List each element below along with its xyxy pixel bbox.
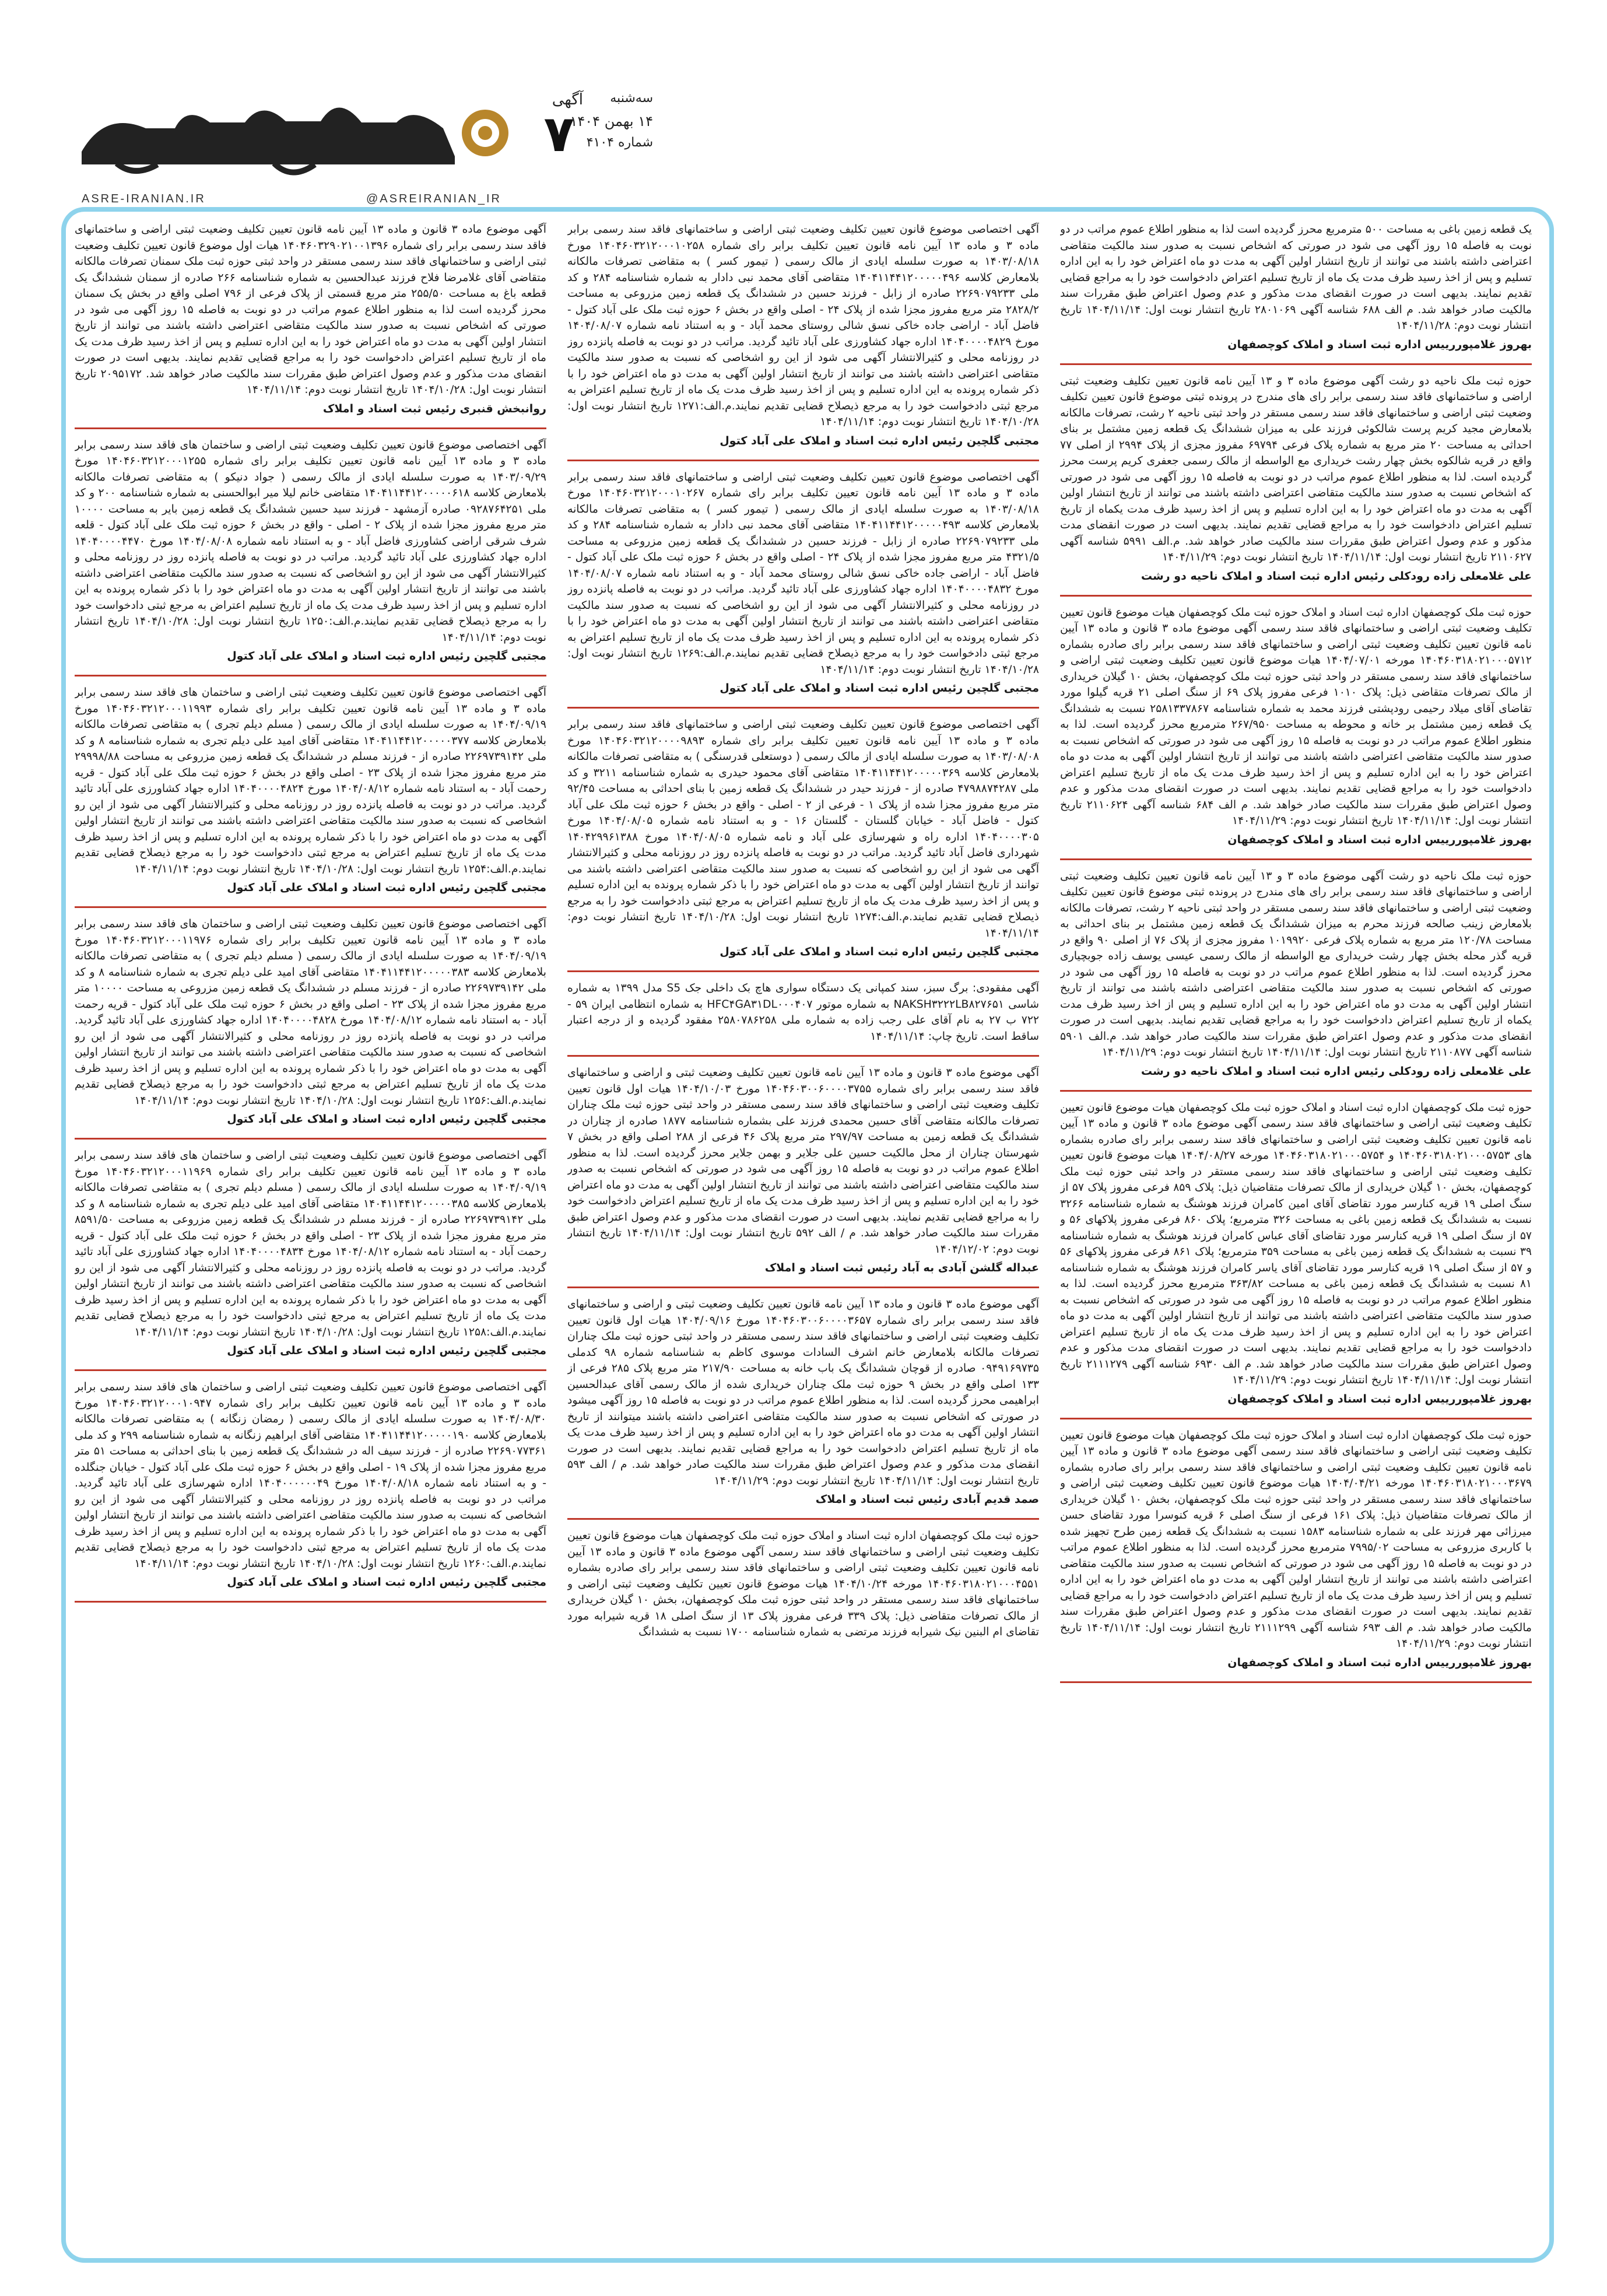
page-number: ۷ [543, 105, 574, 163]
notice-divider [567, 1287, 1039, 1288]
notice-signature: بهروز غلامپوررییس اداره ثبت اسناد و املاک کوچصفهان [1227, 338, 1532, 351]
issue-info [536, 87, 653, 187]
column-left [1060, 222, 1532, 2251]
notice [567, 469, 1039, 697]
notice-body: آگهی موضوع ماده ۳ قانون و ماده ۱۳ آیین نامه قانون تعیین تکلیف وضعیت ثبتی و اراضی و ساختمانهای فاقد سند رسمی برابر رای شماره ۱۴۰۴۶۰۳۰۰۶۰۰۰۰۳۶۵۷ مورخ ۱۴۰۴/۰۹/۱۶ هیات اول قانون تعیین تکلیف وضعیت ثبتی اراضی و ساختمانهای فاقد سند رسمی مستقر در واحد ثبتی حوزه ثبت ملک چناران تصرفات مالکانه بلامعارض خانم اشرف السادات موسوی کاظم به شناسنامه شماره ۹۸ کدملی ۰۹۴۹۱۶۹۷۳۵ صادره از قوچان ششدانگ یک باب خانه به مساحت ۲۱۷/۹۰ متر مربع پلاک ۲۸۵ فرعی از ۱۳۳ اصلی واقع در بخش ۹ حوزه ثبت ملک چناران خریداری شده از مالک رسمی آقای عبدالحسین ابراهیمی محرز گردیده است. لذا به منظور اطلاع عموم مراتب در دو نوبت به فاصله ۱۵ روز آگهی میشود در صورتی که اشخاص نسبت به صدور سند مالکیت متقاضی اعتراضی داشته باشند میتوانند از تاریخ انتشار اولین آگهی به مدت دو ماه اعتراض خود را به این اداره تسلیم و پس از اخذ رسید ظرف مدت یک ماه از تاریخ تسلیم اعتراض دادخواست خود را به مراجع قضایی تقدیم نمایند. بدیهی است در صورت انقضای مدت مذکور و عدم وصول اعتراض طبق مقررات سند مالکیت صادر خواهد شد. م / الف ۵۹۳ تاریخ انتشار نوبت اول: ۱۴۰۴/۱۱/۱۴ تاریخ انتشار نوبت دوم: ۱۴۰۴/۱۱/۲۹ [567, 1298, 1039, 1487]
social-handle[interactable]: @ASREIRANIAN_IR [366, 192, 501, 205]
notice-columns [75, 222, 1532, 2251]
notice-body: حوزه ثبت ملک ناحیه دو رشت آگهی موضوع ماده ۳ و ۱۳ آیین نامه قانون تعیین تکلیف وضعیت ثبتی اراضی و ساختمانهای فاقد سند رسمی برابر رای های مندرج در پرونده ثبتی موضوع قانون تعیین تکلیف وضعیت ثبتی اراضی و ساختمانهای فاقد سند رسمی مستقر در واحد ثبتی ناحیه ۲ رشت، تصرفات مالکانه بلامعارض زینب صالحه فرزند محرم به میزان ششدانگ یک قطعه زمین مشتمل بر بنای احداثی به مساحت ۱۲۰/۷۸ متر مربع به شماره پلاک فرعی ۱۰۱۹۹۲۰ مفروز مجزی از پلاک ۷۶ از اصلی ۹۰ واقع در قریه گذر محله بخش چهار رشت خریداری مع الواسطه از مالک رسمی عیسی یوسف زاده جوبچیاری محرز گردیده است. لذا به منظور اطلاع عموم مراتب در دو نوبت به فاصله ۱۵ روز آگهی می شود در صورتی که اشخاص نسبت به صدور سند مالکیت متقاضی اعتراضی داشته باشند می توانند از تاریخ انتشار اولین آگهی به مدت دو ماه اعتراض خود را به این اداره تسلیم و پس از اخذ رسید ظرف مدت یکماه از تاریخ تسلیم اعتراض دادخواست خود را به مراجع قضایی تقدیم نمایند. بدیهی است در صورت انقضای مدت مذکور و عدم وصول اعتراض طبق مقررات سند مالکیت صادر خواهد شد. م.الف ۵۹۰۱ شناسه آگهی ۲۱۱۰۸۷۷ تاریخ انتشار نوبت اول: ۱۴۰۴/۱۱/۱۴ تاریخ انتشار نوبت دوم: ۱۴۰۴/۱۱/۲۹ [1060, 870, 1532, 1058]
notice [567, 1528, 1039, 1640]
notice-body: حوزه ثبت ملک کوچصفهان اداره ثبت اسناد و املاک حوزه ثبت ملک کوچصفهان هیات موضوع قانون تعیین تکلیف وضعیت ثبتی اراضی و ساختمانهای فاقد سند رسمی آگهی موضوع ماده ۳ قانون و ماده ۱۳ آیین نامه قانون تعیین تکلیف وضعیت ثبتی اراضی و ساختمانهای فاقد سند رسمی برابر رای صادره بشماره ۱۴۰۴۶۰۳۱۸۰۲۱۰۰۰۴۵۵۱ مورخه ۱۴۰۴/۱۰/۲۴ هیات موضوع قانون تعیین تکلیف وضعیت ثبتی اراضی و ساختمانهای فاقد سند رسمی مستقر در واحد ثبتی حوزه ثبت ملک کوچصفهان، بخش ۱۰ گیلان خریداری از مالک تصرفات متقاضی ذیل: پلاک ۳۳۹ فرعی مفروز پلاک ۱۳ از سنگ اصلی ۱۸ قریه شیرابه مورد تقاضای ام البنین نیک شیرابه فرزند مرتضی به شماره شناسنامه ۱۷۰۰ نسبت به ششدانگ [567, 1530, 1039, 1638]
newspaper-logo[interactable] [70, 87, 513, 187]
notice-signature: مجتبی گلچین رئیس اداره ثبت اسناد و املاک علی آباد کتول [720, 682, 1039, 695]
notice-body: آگهی موضوع ماده ۳ قانون و ماده ۱۳ آیین نامه قانون تعیین تکلیف وضعیت ثبتی اراضی و ساختمانهای فاقد سند رسمی برابر رای شماره ۱۴۰۴۶۰۳۲۹۰۲۱۰۰۱۳۹۶ هیات اول موضوع قانون تعیین تکلیف وضعیت ثبتی اراضی و ساختمانهای فاقد سند رسمی مستقر در واحد ثبتی حوزه ثبت ملک سمنان تصرفات مالکانه متقاضی آقای غلامرضا فلاح فرزند عبدالحسین به شماره شناسنامه ۲۶۶ صادره از سمنان ششدانگ یک قطعه باغ به مساحت ۲۵۵/۵۰ متر مربع قسمتی از پلاک فرعی از ۷۹۶ اصلی واقع در بخش یک سمنان محرز گردیده است لذا به منظور اطلاع عموم مراتب در دو نوبت به فاصله ۱۵ روز آگهی می شود در صورتی که اشخاص نسبت به صدور سند مالکیت متقاضی اعتراضی داشته باشند می توانند از تاریخ انتشار اولین آگهی به مدت دو ماه اعتراض خود را به این اداره تسلیم و پس از اخذ رسید ظرف مدت یک ماه از تاریخ تسلیم اعتراض دادخواست خود را به مراجع قضایی تقدیم نمایند. بدیهی است در صورت انقضای مدت مذکور و عدم وصول اعتراض طبق مقررات سند مالکیت صادر خواهد شد. ۲۰۹۵۱۷۲ تاریخ انتشار نوبت اول: ۱۴۰۴/۱۰/۲۸ تاریخ انتشار نوبت دوم: ۱۴۰۴/۱۱/۱۴ [75, 223, 546, 396]
notice-body: آگهی اختصاصی موضوع قانون تعیین تکلیف وضعیت ثبتی اراضی و ساختمانهای فاقد سند رسمی برابر ماده ۳ و ماده ۱۳ آیین نامه قانون تعیین تکلیف برابر رای شماره ۱۴۰۴۶۰۳۲۱۲۰۰۰۱۰۲۵۸ مورخ ۱۴۰۳/۰۸/۱۸ به صورت سلسله ایادی از مالک رسمی ( تیمور کسر ) به متقاضی تصرفات مالکانه بلامعارض کلاسه ۱۴۰۴۱۱۴۴۱۲۰۰۰۰۰۴۹۶ متقاضی آقای محمد نبی دادار به شماره شناسنامه ۲۸۴ و کد ملی ۲۲۶۹۰۷۹۲۳۳ صادره از زابل - فرزند حسین در ششدانگ یک قطعه زمین مزروعی به مساحت ۲۸۲۸/۲ متر مربع مفروز مجزا شده از پلاک ۲۴ - اصلی واقع در بخش ۶ حوزه ثبت ملک علی آباد کتول - فاضل آباد - اراضی جاده خاکی نسق شالی روستای محمد آباد - و به استناد نامه شماره ۱۴۰۴/۰۸/۰۷ مورخ ۱۴۰۴۰۰۰۰۴۸۲۹ اداره جهاد کشاورزی علی آباد تائید گردید. مراتب در دو نوبت به فاصله پانزده روز در روزنامه محلی و کثیرالانتشار آگهی می شود از این رو اشخاصی که نسبت به صدور سند مالکیت متقاضی اعتراضی داشته باشند می توانند از تاریخ انتشار اولین آگهی به مدت دو ماه اعتراض خود را با ذکر شماره پرونده به این اداره تسلیم و پس از اخذ رسید ظرف مدت یک ماه از تاریخ تسلیم اعتراض به مرجع ثبتی دادخواست خود را به مرجع ذیصلاح قضایی تقدیم نمایند.م.الف:۱۲۷۱ تاریخ انتشار نوبت اول: ۱۴۰۴/۱۰/۲۸ تاریخ انتشار نوبت دوم: ۱۴۰۴/۱۱/۱۴ [567, 223, 1039, 428]
notice-divider [567, 1518, 1039, 1520]
notice [567, 717, 1039, 960]
notice-body: حوزه ثبت ملک ناحیه دو رشت آگهی موضوع ماده ۳ و ۱۳ آیین نامه قانون تعیین تکلیف وضعیت ثبتی اراضی و ساختمانهای فاقد سند رسمی برابر رای های مندرج در پرونده ثبتی موضوع قانون تعیین تکلیف وضعیت ثبتی اراضی و ساختمانهای فاقد سند رسمی مستقر در واحد ثبتی ناحیه ۲ رشت، تصرفات مالکانه بلامعارض مجید کریم پرست شالکوئی فرزند علی به میزان ششدانگ یک قطعه زمین مشتمل بر بنای احداثی به مساحت ۲۰ متر مربع به شماره پلاک فرعی ۶۹۷۹۴ مفروز مجزی از پلاک ۲۹۹۴ از اصلی ۷۷ واقع در قریه شالکوه بخش چهار رشت خریداری مع الواسطه از مالک رسمی جعفری کریم پرست محرز گردیده است. لذا به منظور اطلاع عموم مراتب در دو نوبت به فاصله ۱۵ روز آگهی می شود در صورتی که اشخاص نسبت به صدور سند مالکیت متقاضی اعتراضی داشته باشند می توانند از تاریخ انتشار اولین آگهی به مدت دو ماه اعتراض خود را به این اداره تسلیم و پس از اخذ رسید ظرف مدت یکماه از تاریخ تسلیم اعتراض دادخواست خود را به مراجع قضایی تقدیم نمایند. بدیهی است در صورت انقضای مدت مذکور و عدم وصول اعتراض طبق مقررات سند مالکیت صادر خواهد شد. م.الف ۵۹۹۱ شناسه آگهی ۲۱۱۰۶۲۷ تاریخ انتشار نوبت اول: ۱۴۰۴/۱۱/۱۴ تاریخ انتشار نوبت دوم: ۱۴۰۴/۱۱/۲۹ [1060, 374, 1532, 563]
issue-number: شماره ۴۱۰۴ [586, 135, 653, 150]
notice-divider [567, 970, 1039, 972]
notice-signature: بهروز غلامپوررییس اداره ثبت اسناد و املاک کوچصفهان [1227, 1392, 1532, 1405]
notice-divider [1060, 1418, 1532, 1419]
notice-body: آگهی مفقودی: برگ سبز، سند کمپانی یک دستگاه سواری هاچ بک داخلی جک S5 مدل ۱۳۹۹ به شماره شاسی NAKSH۳۲۲۲LB۸۲۷۶۵۱ به شماره موتور HFC۴GA۳۱DL۰۰۰۴۰۷ به شماره انتظامی ایران ۵۹ - ۷۲۲ ب ۲۷ به نام آقای علی رجب زاده به شماره ملی ۲۵۸۰۷۸۶۲۵۸ مفقود گردیده و از درجه اعتبار ساقط است. تاریخ چاپ: ۱۴۰۴/۱۱/۱۴ [567, 982, 1039, 1043]
notice-divider [1060, 595, 1532, 597]
notice-body: یک قطعه زمین باغی به مساحت ۵۰۰ مترمربع محرز گردیده است لذا به منظور اطلاع عموم مراتب در دو نوبت به فاصله ۱۵ روز آگهی می شود در صورتی که اشخاص نسبت به صدور سند مالکیت متقاضی اعتراضی داشته باشند می توانند از تاریخ انتشار اولین آگهی به مدت دو ماه اعتراض خود را به این اداره تسلیم و پس از اخذ رسید ظرف مدت یک ماه از تاریخ تسلیم اعتراض دادخواست خود را به مراجع قضایی تقدیم نمایند. بدیهی است در صورت انقضای مدت مذکور و عدم وصول اعتراض طبق مقررات سند مالکیت صادر خواهد شد. م الف ۶۸۸ شناسه آگهی ۲۸۰۱۰۶۹ تاریخ انتشار نوبت اول: ۱۴۰۴/۱۱/۱۴ تاریخ انتشار نوبت دوم: ۱۴۰۴/۱۱/۲۸ [1060, 223, 1532, 332]
notice-divider [75, 1601, 546, 1603]
issue-day: سه‌شنبه [610, 91, 653, 106]
notice [567, 1065, 1039, 1276]
notice-body: آگهی اختصاصی موضوع قانون تعیین تکلیف وضعیت ثبتی اراضی و ساختمان های فاقد سند رسمی برابر ماده ۳ و ماده ۱۳ آیین نامه قانون تعیین تکلیف برابر رای شماره ۱۴۰۴۶۰۳۲۱۲۰۰۰۱۲۵۵ مورخ ۱۴۰۳/۰۹/۲۹ به صورت سلسله ایادی از مالک رسمی ( جواد دنیکو ) به متقاضی تصرفات مالکانه بلامعارض کلاسه ۱۴۰۴۱۱۴۴۱۲۰۰۰۰۰۶۱۸ متقاضی خانم لیلا میر ابوالحسنی به شماره شناسنامه ۲۰۰ و کد ملی ۰۹۲۸۷۶۴۲۵۱ صادره آزمشهد - فرزند سید حسین ششدانگ یک قطعه زمین بایر به مساحت ۱۰۰۰۰ متر مربع مفروز مجزا شده از پلاک ۲ - اصلی - واقع در بخش ۶ حوزه ثبت ملک علی آباد کتول - قلعه شرف شرقی اراضی کشاورزی فاضل آباد - و به استناد نامه شماره ۱۴۰۴/۰۸/۰۸ مورخ ۱۴۰۴۰۰۰۰۴۴۷۰ اداره جهاد کشاورزی علی آباد تائید گردید. مراتب در دو نوبت به فاصله پانزده روز در روزنامه محلی و کثیرالانتشار آگهی می شود از این رو اشخاصی که نسبت به صدور سند مالکیت متقاضی اعتراضی داشته باشند می توانند از تاریخ انتشار اولین آگهی به مدت دو ماه اعتراض خود را با ذکر شماره پرونده به این اداره تسلیم و پس از اخذ رسید ظرف مدت یک ماه از تاریخ تسلیم اعتراض به مرجع ثبتی دادخواست خود را به مرجع ذیصلاح قضایی تقدیم نمایند.م.الف:۱۲۵۰ تاریخ انتشار نوبت اول: ۱۴۰۴/۱۰/۲۸ تاریخ انتشار نوبت دوم: ۱۴۰۴/۱۱/۱۴ [75, 439, 546, 644]
notice [567, 222, 1039, 449]
notice-divider [1060, 1090, 1532, 1092]
notice [75, 437, 546, 665]
notice-divider [567, 460, 1039, 461]
notice-signature: مجتبی گلچین رئیس اداره ثبت اسناد و املاک علی آباد کتول [227, 1344, 546, 1357]
notice-divider [1060, 363, 1532, 365]
notice-body: آگهی اختصاصی موضوع قانون تعیین تکلیف وضعیت ثبتی اراضی و ساختمان های فاقد سند رسمی برابر ماده ۳ و ماده ۱۳ آیین نامه قانون تعیین تکلیف برابر رای شماره ۱۴۰۴۶۰۳۲۱۲۰۰۰۱۱۹۷۶ مورخ ۱۴۰۴/۰۹/۱۹ به صورت سلسله ایادی از مالک رسمی ( مسلم دیلم تجری ) به متقاضی تصرفات مالکانه بلامعارض کلاسه ۱۴۰۴۱۱۴۴۱۲۰۰۰۰۰۳۸۳ متقاضی آقای امید علی دیلم تجری به شماره شناسنامه ۸ و کد ملی ۲۲۶۹۷۳۹۱۴۲ صادره از - فرزند مسلم در ششدانگ یک قطعه زمین مزروعی به مساحت ۱۰۰۰۰ متر مربع مفروز مجزا شده از پلاک ۲۳ - اصلی واقع در بخش ۶ حوزه ثبت ملک علی آباد کتول - قریه رحمت آباد - به استناد نامه شماره ۱۴۰۴/۰۸/۱۲ مورخ ۱۴۰۴۰۰۰۰۴۸۲۸ اداره جهاد کشاورزی علی آباد تائید گردید. مراتب در دو نوبت به فاصله پانزده روز در روزنامه محلی و کثیرالانتشار آگهی می شود از این رو اشخاصی که نسبت به صدور سند مالکیت متقاضی اعتراضی داشته باشند می توانند از تاریخ انتشار اولین آگهی به مدت دو ماه اعتراض خود را با ذکر شماره پرونده به این اداره تسلیم و پس از اخذ رسید ظرف مدت یک ماه از تاریخ تسلیم اعتراض به مرجع ثبتی دادخواست خود را به مرجع ذیصلاح قضایی تقدیم نمایند.م.الف:۱۲۵۶ تاریخ انتشار نوبت اول: ۱۴۰۴/۱۰/۲۸ تاریخ انتشار نوبت دوم: ۱۴۰۴/۱۱/۱۴ [75, 918, 546, 1107]
section-label: آگهی [552, 91, 583, 108]
notice-body: حوزه ثبت ملک کوچصفهان اداره ثبت اسناد و املاک حوزه ثبت ملک کوچصفهان هیات موضوع قانون تعیین تکلیف وضعیت ثبتی اراضی و ساختمانهای فاقد سند رسمی آگهی موضوع ماده ۳ قانون و ماده ۱۳ آیین نامه قانون تعیین تکلیف وضعیت ثبتی اراضی و ساختمانهای فاقد سند رسمی برابر رای صادره بشماره ۱۴۰۴۶۰۳۱۸۰۲۱۰۰۰۵۷۱۲ مورخه ۱۴۰۴/۰۷/۰۱ هیات موضوع قانون تعیین تکلیف وضعیت ثبتی اراضی و ساختمانهای فاقد سند رسمی مستقر در واحد ثبتی حوزه ثبت ملک کوچصفهان، بخش ۱۰ گیلان خریداری از مالک تصرفات متقاضی ذیل: پلاک ۱۰۱۰ فرعی مفروز پلاک ۶۹ از سنگ اصلی ۲۱ قریه گیلوا مورد تقاضای آقای میلاد رحیمی رودپشتی فرزند محمد به شماره شناسنامه ۲۵۸۱۳۳۷۸۶۷ نسبت به ششدانگ یک قطعه زمین مشتمل بر خانه و محوطه به مساحت ۲۶۷/۹۵۰ مترمربع محرز گردیده است. لذا به منظور اطلاع عموم مراتب در دو نوبت به فاصله ۱۵ روز آگهی می شود در صورتی که اشخاص نسبت به صدور سند مالکیت متقاضی اعتراضی داشته باشند می توانند از تاریخ انتشار اولین آگهی به مدت دو ماه اعتراض خود را به این اداره تسلیم و پس از اخذ رسید ظرف مدت یک ماه از تاریخ تسلیم اعتراض دادخواست خود را به مراجع قضایی تقدیم نمایند. بدیهی است در صورت انقضای مدت مذکور و عدم وصول اعتراض طبق مقررات سند مالکیت صادر خواهد شد. م الف ۶۸۴ شناسه آگهی ۲۱۱۰۶۲۴ تاریخ انتشار نوبت اول: ۱۴۰۴/۱۱/۱۴ تاریخ انتشار نوبت دوم: ۱۴۰۴/۱۱/۲۹ [1060, 606, 1532, 827]
notice-divider [75, 675, 546, 676]
notice [75, 1379, 546, 1590]
notice [1060, 1100, 1532, 1407]
notice-divider [75, 427, 546, 429]
issue-date: ۱۴ بهمن ۱۴۰۴ [570, 113, 653, 129]
notice-divider [75, 906, 546, 908]
notice-signature: مجتبی گلچین رئیس اداره ثبت اسناد و املاک علی آباد کتول [227, 650, 546, 662]
notice-divider [75, 1138, 546, 1140]
notice-divider [1060, 1681, 1532, 1683]
notice-body: آگهی اختصاصی موضوع قانون تعیین تکلیف وضعیت ثبتی اراضی و ساختمانهای فاقد سند رسمی برابر ماده ۳ و ماده ۱۳ آیین نامه قانون تعیین تکلیف برابر رای شماره ۱۴۰۴۶۰۳۲۱۲۰۰۰۱۰۲۶۷ مورخ ۱۴۰۳/۰۸/۱۸ به صورت سلسله ایادی از مالک رسمی ( تیمور کسر ) به متقاضی تصرفات مالکانه بلامعارض کلاسه ۱۴۰۴۱۱۴۴۱۲۰۰۰۰۰۴۹۳ متقاضی آقای محمد نبی دادار به شماره شناسنامه ۲۸۴ و کد ملی ۲۲۶۹۰۷۹۲۳۳ صادره از زابل - فرزند حسین در ششدانگ یک قطعه زمین مزروعی به مساحت ۴۳۲۱/۵ متر مربع مفروز مجزا شده از پلاک ۲۴ - اصلی واقع در بخش ۶ حوزه ثبت ملک علی آباد کتول - فاضل آباد - اراضی جاده خاکی نسق شالی روستای محمد آباد - و به استناد نامه شماره ۱۴۰۴/۰۸/۰۷ مورخ ۱۴۰۴۰۰۰۰۴۸۳۲ اداره جهاد کشاورزی علی آباد تائید گردید. مراتب در دو نوبت به فاصله پانزده روز در روزنامه محلی و کثیرالانتشار آگهی می شود از این رو اشخاصی که نسبت به صدور سند مالکیت متقاضی اعتراضی داشته باشند می توانند از تاریخ انتشار اولین آگهی به مدت دو ماه اعتراض خود را با ذکر شماره پرونده به این اداره تسلیم و پس از اخذ رسید ظرف مدت یک ماه از تاریخ تسلیم اعتراض به مرجع ثبتی دادخواست خود را به مرجع ذیصلاح قضایی تقدیم نمایند.م.الف:۱۲۶۹ تاریخ انتشار نوبت اول: ۱۴۰۴/۱۰/۲۸ تاریخ انتشار نوبت دوم: ۱۴۰۴/۱۱/۱۴ [567, 471, 1039, 676]
notice-body: آگهی اختصاصی موضوع قانون تعیین تکلیف وضعیت ثبتی اراضی و ساختمانهای فاقد سند رسمی برابر ماده ۳ و ماده ۱۳ آیین نامه قانون تعیین تکلیف برابر رای شماره ۱۴۰۴۶۰۳۲۱۲۰۰۰۰۹۸۹۳ مورخ ۱۴۰۳/۰۸/۰۸ به صورت سلسله ایادی از مالک رسمی ( دوستعلی قدرسنگی ) به متقاضی تصرفات مالکانه بلامعارض کلاسه ۱۴۰۴۱۱۴۴۱۲۰۰۰۰۰۳۶۹ متقاضی آقای محمود حیدری به شماره شناسنامه ۳۲۱۱ و کد ملی ۴۷۹۸۸۷۴۲۸۷ صادره از - فرزند حیدر در ششدانگ یک قطعه زمین با بنای احداثی به مساحت ۹۲/۴۵ متر مربع مفروز مجزا شده از پلاک ۱ - فرعی از ۲ - اصلی - واقع در بخش ۶ حوزه ثبت ملک علی آباد کتول - فاضل آباد - خیابان گلستان - گلستان ۱۶ - و به استناد نامه شماره ۱۴۰۴/۰۸/۰۵ مورخ ۱۴۰۴۰۰۰۰۳۰۵ اداره راه و شهرسازی علی آباد و نامه شماره ۱۴۰۴/۰۸/۰۵ مورخ ۱۴۰۴۲۹۹۶۱۳۸۸ شهرداری فاضل آباد تائید گردید. مراتب در دو نوبت به فاصله پانزده روز در روزنامه محلی و کثیرالانتشار آگهی می شود از این رو اشخاصی که نسبت به صدور سند مالکیت متقاضی اعتراضی داشته باشند می توانند از تاریخ انتشار اولین آگهی به مدت دو ماه اعتراض خود را با ذکر شماره پرونده به این اداره تسلیم و پس از اخذ رسید ظرف مدت یک ماه از تاریخ تسلیم اعتراض به مرجع ثبتی دادخواست خود را به مرجع ذیصلاح قضایی تقدیم نمایند.م.الف:۱۲۷۴ تاریخ انتشار نوبت اول: ۱۴۰۴/۱۰/۲۸ تاریخ انتشار نوبت دوم: ۱۴۰۴/۱۱/۱۴ [567, 718, 1039, 940]
notice [1060, 373, 1532, 584]
logo-graphic [70, 87, 513, 187]
notice [1060, 868, 1532, 1079]
notice-signature: روانبخش قنبری رئیس ثبت اسناد و املاک [322, 402, 546, 415]
notice-divider [75, 1369, 546, 1371]
notice-divider [567, 707, 1039, 709]
notice-body: آگهی اختصاصی موضوع قانون تعیین تکلیف وضعیت ثبتی اراضی و ساختمان های فاقد سند رسمی برابر ماده ۳ و ماده ۱۳ آیین نامه قانون تعیین تکلیف برابر رای شماره ۱۴۰۴۶۰۳۲۱۲۰۰۰۱۱۹۶۹ مورخ ۱۴۰۴/۰۹/۱۹ به صورت سلسله ایادی از مالک رسمی ( مسلم دیلم تجری ) به متقاضی تصرفات مالکانه بلامعارض کلاسه ۱۴۰۴۱۱۴۴۱۲۰۰۰۰۰۳۸۵ متقاضی آقای امید علی دیلم تجری به شماره شناسنامه ۸ و کد ملی ۲۲۶۹۷۳۹۱۴۲ صادره از - فرزند مسلم در ششدانگ یک قطعه زمین مزروعی به مساحت ۸۵۹۱/۵۰ متر مربع مفروز مجزا شده از پلاک ۲۳ - اصلی واقع در بخش ۶ حوزه ثبت ملک علی آباد کتول - قریه رحمت آباد - به استناد نامه شماره ۱۴۰۴/۰۸/۱۲ مورخ ۱۴۰۴۰۰۰۰۴۸۳۴ اداره جهاد کشاورزی علی آباد تائید گردید. مراتب در دو نوبت به فاصله پانزده روز در روزنامه محلی و کثیرالانتشار آگهی می شود از این رو اشخاصی که نسبت به صدور سند مالکیت متقاضی اعتراضی داشته باشند می توانند از تاریخ انتشار اولین آگهی به مدت دو ماه اعتراض خود را با ذکر شماره پرونده به این اداره تسلیم و پس از اخذ رسید ظرف مدت یک ماه از تاریخ تسلیم اعتراض به مرجع ثبتی دادخواست خود را به مرجع ذیصلاح قضایی تقدیم نمایند.م.الف:۱۲۵۸ تاریخ انتشار نوبت اول: ۱۴۰۴/۱۰/۲۸ تاریخ انتشار نوبت دوم: ۱۴۰۴/۱۱/۱۴ [75, 1149, 546, 1338]
notice [1060, 605, 1532, 848]
notice-body: آگهی اختصاصی موضوع قانون تعیین تکلیف وضعیت ثبتی اراضی و ساختمان های فاقد سند رسمی برابر ماده ۳ و ماده ۱۳ آیین نامه قانون تعیین تکلیف برابر رای شماره ۱۴۰۴۶۰۳۲۱۲۰۰۰۱۱۹۹۳ مورخ ۱۴۰۴/۰۹/۱۹ به صورت سلسله ایادی از مالک رسمی ( مسلم دیلم تجری ) به متقاضی تصرفات مالکانه بلامعارض کلاسه ۱۴۰۴۱۱۴۴۱۲۰۰۰۰۰۳۷۷ متقاضی آقای امید علی دیلم تجری به شماره شناسنامه ۸ و کد ملی ۲۲۶۹۷۳۹۱۴۲ صادره از - فرزند مسلم در ششدانگ یک قطعه زمین مزروعی به مساحت ۲۹۹۹۸/۸۸ متر مربع مفروز مجزا شده از پلاک ۲۳ - اصلی واقع در بخش ۶ حوزه ثبت ملک علی آباد کتول - قریه رحمت آباد - به استناد نامه شماره ۱۴۰۴/۰۸/۱۲ مورخ ۱۴۰۴۰۰۰۰۴۸۲۴ اداره جهاد کشاورزی علی آباد تائید گردید. مراتب در دو نوبت به فاصله پانزده روز در روزنامه محلی و کثیرالانتشار آگهی می شود از این رو اشخاصی که نسبت به صدور سند مالکیت متقاضی اعتراضی داشته باشند می توانند از تاریخ انتشار اولین آگهی به مدت دو ماه اعتراض خود را با ذکر شماره پرونده به این اداره تسلیم و پس از اخذ رسید ظرف مدت یک ماه از تاریخ تسلیم اعتراض به مرجع ثبتی دادخواست خود را به مرجع ذیصلاح قضایی تقدیم نمایند.م.الف:۱۲۵۴ تاریخ انتشار نوبت اول: ۱۴۰۴/۱۰/۲۸ تاریخ انتشار نوبت دوم: ۱۴۰۴/۱۱/۱۴ [75, 686, 546, 875]
logo-subline [82, 192, 501, 206]
column-middle [567, 222, 1039, 2251]
notice [567, 1296, 1039, 1508]
notice-body: آگهی اختصاصی موضوع قانون تعیین تکلیف وضعیت ثبتی اراضی و ساختمان های فاقد سند رسمی برابر ماده ۳ و ماده ۱۳ آیین نامه قانون تعیین تکلیف برابر رای شماره ۱۴۰۴۶۰۳۲۱۲۰۰۰۱۰۹۴۷ مورخ ۱۴۰۴/۰۸/۳۰ به صورت سلسله ایادی از مالک رسمی ( رمضان زنگانه ) به متقاضی تصرفات مالکانه بلامعارض کلاسه ۱۴۰۴۱۱۴۴۱۲۰۰۰۰۰۱۹۰ متقاضی آقای ابراهیم زنگانه به شماره شناسنامه ۲۹۹ و کد ملی ۲۲۶۹۰۷۷۳۶۱ صادره از - فرزند سیف اله در ششدانگ یک قطعه زمین با بنای احداثی به مساحت ۵۱ متر مربع مفروز مجزا شده از پلاک ۱۹ - اصلی واقع در بخش ۶ حوزه ثبت ملک علی آباد کتول - خیابان جنگلده - و به استناد نامه شماره ۱۴۰۴/۰۸/۱۸ مورخ ۱۴۰۴۰۰۰۰۰۰۴۹ اداره شهرسازی علی آباد تائید گردید. مراتب در دو نوبت به فاصله پانزده روز در روزنامه محلی و کثیرالانتشار آگهی می شود از این رو اشخاصی که نسبت به صدور سند مالکیت متقاضی اعتراضی داشته باشند می توانند از تاریخ انتشار اولین آگهی به مدت دو ماه اعتراض خود را با ذکر شماره پرونده به این اداره تسلیم و پس از اخذ رسید ظرف مدت یک ماه از تاریخ تسلیم اعتراض به مرجع ثبتی دادخواست خود را به مرجع ذیصلاح قضایی تقدیم نمایند.م.الف:۱۲۶۰ تاریخ انتشار نوبت اول: ۱۴۰۴/۱۰/۲۸ تاریخ انتشار نوبت دوم: ۱۴۰۴/۱۱/۱۴ [75, 1381, 546, 1570]
notice-signature: بهروز غلامپوررییس اداره ثبت اسناد و املاک کوچصفهان [1227, 833, 1532, 846]
notice [75, 916, 546, 1127]
notice [75, 685, 546, 896]
notice-body: آگهی موضوع ماده ۳ قانون و ماده ۱۳ آیین نامه قانون تعیین تکلیف وضعیت ثبتی و اراضی و ساختمانهای فاقد سند رسمی برابر رای شماره ۱۴۰۴۶۰۳۰۰۶۰۰۰۰۳۷۵۵ مورخ ۱۴۰۴/۱۰/۰۳ هیات اول قانون تعیین تکلیف وضعیت ثبتی اراضی و ساختمانهای فاقد سند رسمی مستقر در واحد ثبتی حوزه ثبت ملک چناران تصرفات مالکانه متقاضی آقای حسین محمدی فرزند علی بشماره شناسنامه ۱۸۷۷ صادره از چناران در ششدانگ یک قطعه زمین به مساحت ۲۹۷/۹۷ متر مربع پلاک ۴۶ فرعی از ۲۸۸ اصلی واقع در بخش ۷ شهرستان چناران از محل مالکیت حسین علی جلایر و بهمن جلایر محرز گردیده است. لذا به منظور اطلاع عموم مراتب در دو نوبت به فاصله ۱۵ روز آگهی می شود در صورتی که اشخاص نسبت به صدور سند مالکیت متقاضی اعتراضی داشته باشند می توانند از تاریخ انتشار اولین آگهی به مدت دو ماه اعتراض خود را به این اداره تسلیم و پس از اخذ رسید ظرف مدت یک ماه از تاریخ تسلیم اعتراض دادخواست خود را به مراجع قضایی تقدیم نمایند. بدیهی است در صورت انقضای مدت مذکور و عدم وصول اعتراض طبق مقررات سند مالکیت صادر خواهد شد. م / الف ۵۹۲ تاریخ انتشار نوبت اول: ۱۴۰۴/۱۱/۱۴ تاریخ انتشار نوبت دوم: ۱۴۰۴/۱۲/۰۲ [567, 1067, 1039, 1256]
notice-body: حوزه ثبت ملک کوچصفهان اداره ثبت اسناد و املاک حوزه ثبت ملک کوچصفهان هیات موضوع قانون تعیین تکلیف وضعیت ثبتی اراضی و ساختمانهای فاقد سند رسمی آگهی موضوع ماده ۳ قانون و ماده ۱۳ آیین نامه قانون تعیین تکلیف وضعیت ثبتی اراضی و ساختمانهای فاقد سند رسمی برابر رای صادره بشماره های ۱۴۰۴۶۰۳۱۸۰۲۱۰۰۰۵۷۵۳ و ۱۴۰۴۶۰۳۱۸۰۲۱۰۰۰۵۷۵۴ مورخه ۱۴۰۴/۰۸/۲۷ هیات موضوع قانون تعیین تکلیف وضعیت ثبتی اراضی و ساختمانهای فاقد سند رسمی مستقر در واحد ثبتی حوزه ثبت ملک کوچصفهان، بخش ۱۰ گیلان خریداری از مالک تصرفات متقاضیان ذیل: پلاک ۸۵۹ فرعی مفروز پلاک ۵۷ از سنگ اصلی ۱۹ قریه کنارسر مورد تقاضای آقای امین کامران فرزند هوشنگ به شماره شناسنامه ۳۲۶۶ نسبت به ششدانگ یک قطعه زمین باغی به مساحت ۳۲۶ مترمربع؛ پلاک ۸۶۰ فرعی مفروز پلاکهای ۵۶ و ۵۷ از سنگ اصلی ۱۹ قریه کنارسر مورد تقاضای آقای عباس کامران فرزند هوشنگ به شماره شناسنامه ۳۹ نسبت به ششدانگ یک قطعه زمین باغی به مساحت ۳۵۹ مترمربع؛ پلاک ۸۶۱ فرعی مفروز پلاکهای ۵۶ و ۵۷ از سنگ اصلی ۱۹ قریه کنارسر مورد تقاضای آقای یاسر کامران فرزند هوشنگ به شماره شناسنامه ۸۱ نسبت به ششدانگ یک قطعه زمین باغی به مساحت ۳۶۳/۸۲ مترمربع محرز گردیده است. لذا به منظور اطلاع عموم مراتب در دو نوبت به فاصله ۱۵ روز آگهی می شود در صورتی که اشخاص نسبت به صدور سند مالکیت متقاضی اعتراضی داشته باشند می توانند از تاریخ انتشار اولین آگهی به مدت دو ماه اعتراض خود را به این اداره تسلیم و پس از اخذ رسید ظرف مدت یک ماه از تاریخ تسلیم اعتراض دادخواست خود را به مراجع قضایی تقدیم نمایند. بدیهی است در صورت انقضای مدت مذکور و عدم وصول اعتراض طبق مقررات سند مالکیت صادر خواهد شد. م الف ۶۹۳۰ شناسه آگهی ۲۱۱۱۲۷۹ تاریخ انتشار نوبت اول: ۱۴۰۴/۱۱/۱۴ تاریخ انتشار نوبت دوم: ۱۴۰۴/۱۱/۲۹ [1060, 1101, 1532, 1386]
notice-signature: عبداله گلشن آبادی به آباد رئیس ثبت اسناد و املاک [764, 1261, 1039, 1274]
website-text[interactable]: ASRE-IRANIAN.IR [82, 192, 206, 205]
notice [567, 980, 1039, 1044]
masthead [70, 87, 1539, 204]
notice-signature: علی غلامعلی زاده رودکلی رئیس اداره ثبت اسناد و املاک ناحیه دو رشت [1141, 569, 1532, 583]
notice [1060, 1428, 1532, 1671]
notice-signature: مجتبی گلچین رئیس اداره ثبت اسناد و املاک علی آباد کتول [227, 1576, 546, 1589]
column-right [75, 222, 546, 2251]
notice-signature: مجتبی گلچین رئیس اداره ثبت اسناد و املاک علی آباد کتول [720, 945, 1039, 958]
notice-signature: بهروز غلامپوررییس اداره ثبت اسناد و املاک کوچصفهان [1227, 1656, 1532, 1669]
notice-signature: مجتبی گلچین رئیس اداره ثبت اسناد و املاک علی آباد کتول [227, 881, 546, 894]
notice [75, 1148, 546, 1359]
notice [75, 222, 546, 417]
notice-divider [1060, 858, 1532, 860]
notice-signature: مجتبی گلچین رئیس اداره ثبت اسناد و املاک علی آباد کتول [227, 1113, 546, 1126]
notice-body: حوزه ثبت ملک کوچصفهان اداره ثبت اسناد و املاک حوزه ثبت ملک کوچصفهان هیات موضوع قانون تعیین تکلیف وضعیت ثبتی اراضی و ساختمانهای فاقد سند رسمی آگهی موضوع ماده ۳ قانون و ماده ۱۳ آیین نامه قانون تعیین تکلیف وضعیت ثبتی اراضی و ساختمانهای فاقد سند رسمی برابر رای صادره بشماره ۱۴۰۴۶۰۳۱۸۰۲۱۰۰۰۳۶۷۹ مورخه ۱۴۰۴/۰۴/۲۱ هیات موضوع قانون تعیین تکلیف وضعیت ثبتی اراضی و ساختمانهای فاقد سند رسمی مستقر در واحد ثبتی حوزه ثبت ملک کوچصفهان، بخش ۱۰ گیلان خریداری از مالک تصرفات متقاضیان ذیل: پلاک ۱۶۱ فرعی از سنگ اصلی ۶ قریه کنوسرا مورد تقاضای حسن میرزائی مهر فرزند علی به شماره شناسنامه ۱۵۸۳ نسبت به ششدانگ یک قطعه زمین طرح تجهیز شده با کاربری مزروعی به مساحت ۷۹۹۵/۰۲ مترمربع محرز گردیده است. لذا به منظور اطلاع عموم مراتب در دو نوبت به فاصله ۱۵ روز آگهی می شود در صورتی که اشخاص نسبت به صدور سند مالکیت متقاضی اعتراضی داشته باشند می توانند از تاریخ انتشار اولین آگهی به مدت دو ماه اعتراض خود را به این اداره تسلیم و پس از اخذ رسید ظرف مدت یک ماه از تاریخ تسلیم اعتراض دادخواست خود را به مراجع قضایی تقدیم نمایند. بدیهی است در صورت انقضای مدت مذکور و عدم وصول اعتراض طبق مقررات سند مالکیت صادر خواهد شد. م الف ۶۹۳ شناسه آگهی ۲۱۱۱۲۹۹ تاریخ انتشار نوبت اول: ۱۴۰۴/۱۱/۱۴ تاریخ انتشار نوبت دوم: ۱۴۰۴/۱۱/۲۹ [1060, 1429, 1532, 1650]
notice [1060, 222, 1532, 353]
notice-signature: صمد قدیم آبادی رئیس ثبت اسناد و املاک [815, 1493, 1039, 1506]
notice-divider [567, 1055, 1039, 1057]
notice-signature: مجتبی گلچین رئیس اداره ثبت اسناد و املاک علی آباد کتول [720, 434, 1039, 447]
notice-signature: علی غلامعلی زاده رودکلی رئیس اداره ثبت اسناد و املاک ناحیه دو رشت [1141, 1064, 1532, 1078]
